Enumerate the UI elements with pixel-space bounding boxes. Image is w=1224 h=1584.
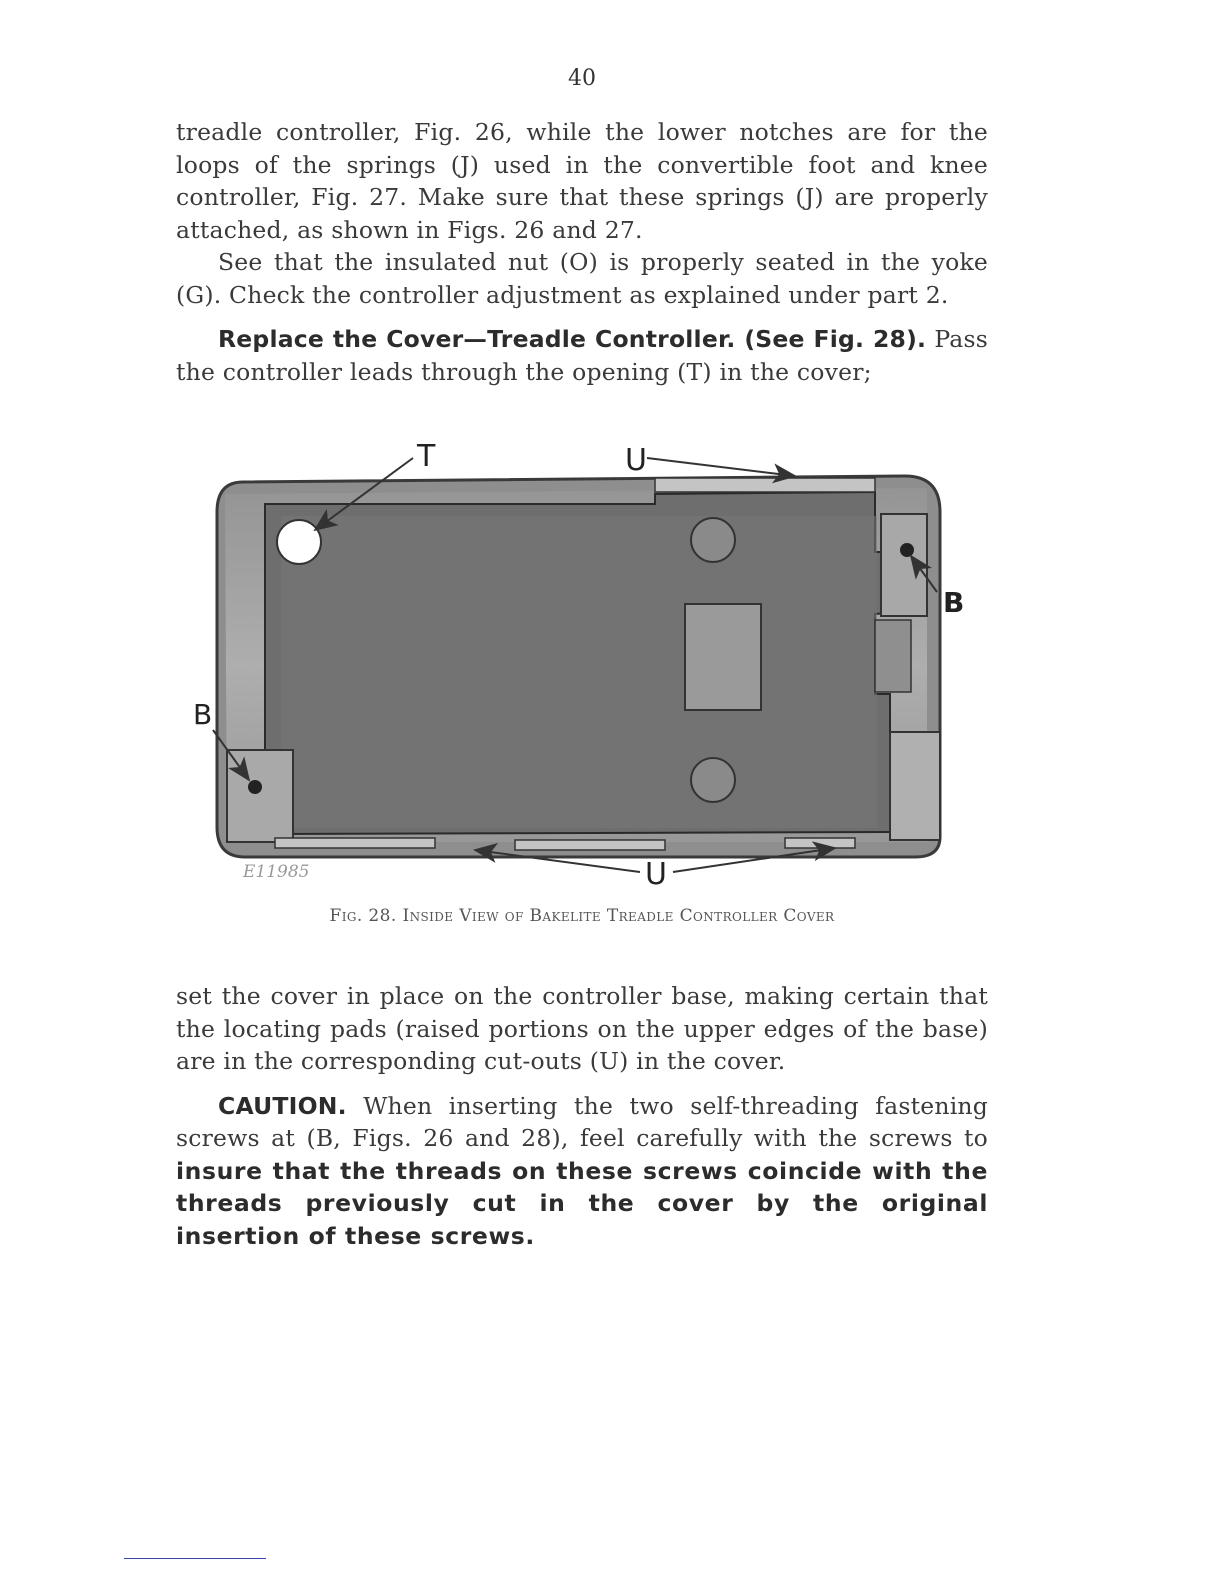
label-t: T (417, 439, 436, 474)
cut-out-bottom-right (785, 838, 855, 848)
figure-caption: Fig. 28. Inside View of Bakelite Treadle Controller Cover (329, 906, 835, 926)
leader-u-top (647, 458, 795, 476)
screw-hole-right (900, 543, 914, 557)
paragraph-springs: treadle controller, Fig. 26, while the lower notches are for the loops of the springs (J) used in the convertible foot and knee controller, Fig. 27. Make sure that these springs (J) are properly attached, as shown in Figs. 26 and 27. (176, 118, 988, 244)
cut-out-bottom-left (275, 838, 435, 848)
round-pad-bottom (691, 758, 735, 802)
text-block-top (176, 116, 988, 388)
paragraph-caution (176, 1090, 988, 1253)
caution-emphasis: insure that the threads on these screws coincide with the threads previously cut in the cover by the original insertion of these screws. (176, 1156, 988, 1250)
caution-text: When inserting the two self-threading fastening screws at (B, Figs. 26 and 28), feel carefully with the screws to (176, 1091, 989, 1152)
label-b-right: B (943, 586, 965, 619)
paragraph-replace-cover-text: Pass the controller leads through the opening (T) in the cover; (176, 325, 988, 386)
label-b-left: B (193, 698, 213, 731)
round-pad-top (691, 518, 735, 562)
caution-label: CAUTION. (218, 1091, 347, 1120)
cut-out-bottom-middle (515, 840, 665, 850)
lead-opening (277, 520, 321, 564)
page-number: 40 (568, 66, 596, 91)
cover-corner-boss-right (881, 514, 927, 616)
paragraph-insulated-nut: See that the insulated nut (O) is properly seated in the yoke (G). Check the controller adjustment as explained under part 2. (176, 248, 988, 309)
paragraph-replace-cover (176, 323, 988, 388)
label-u-top: U (625, 443, 647, 478)
figure-controller-cover (185, 432, 975, 902)
footnote-rule (124, 1558, 266, 1559)
label-u-bottom: U (645, 857, 667, 892)
paragraph-set-cover: set the cover in place on the controller base, making certain that the locating pads (raised portions on the upper edges of the base) are in the corresponding cut-outs (U) in the cover. (176, 982, 988, 1075)
cut-out-top (655, 478, 875, 492)
rectangular-pad (685, 604, 761, 710)
section-heading: Replace the Cover—Treadle Controller. (See Fig. 28). (218, 325, 927, 353)
plate-number: E11985 (243, 862, 310, 882)
text-block-bottom (176, 980, 988, 1252)
screw-hole-left (248, 780, 262, 794)
